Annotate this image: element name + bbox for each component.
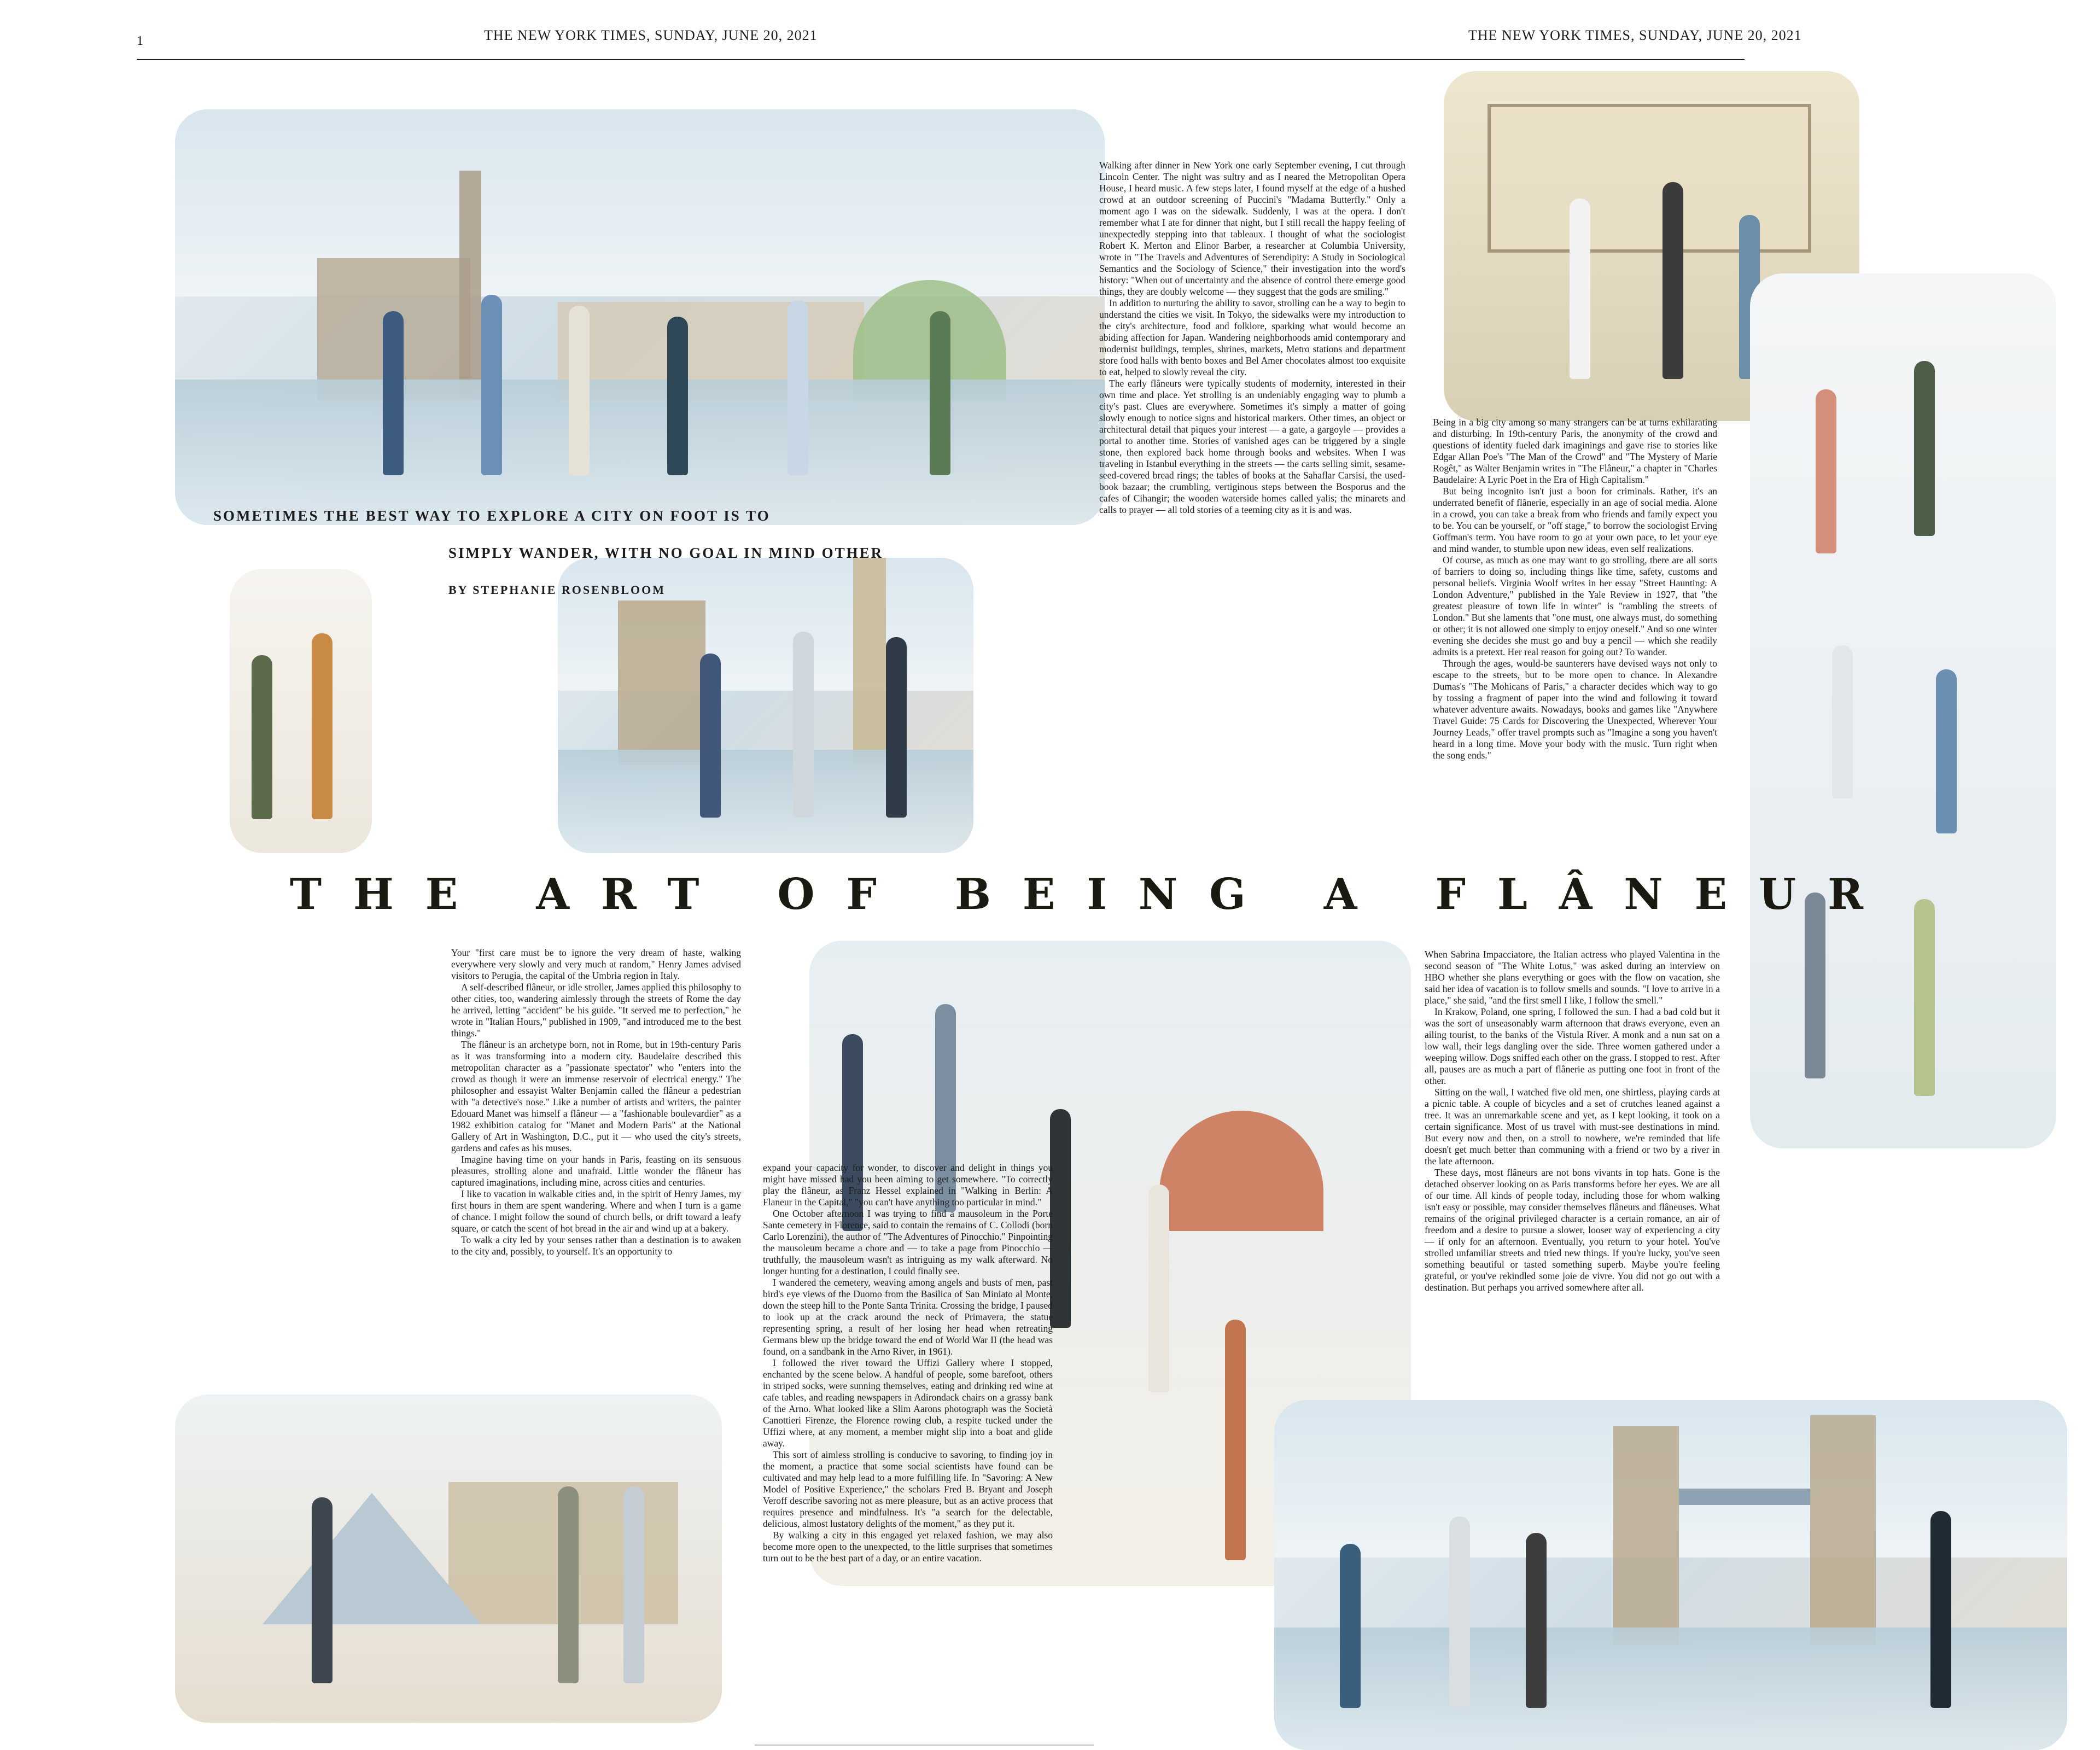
paragraph: In addition to nurturing the ability to savor, strolling can be a way to begin to understand the cities we visit. In Tokyo, the sidewalks were my introduction to the city's architecture, food and folklore, sparking what would become an abiding affection for Japan. Wandering neighborhoods amid contemporary and modernist buildings, temples, shrines, markets, Metro stations and department store food halls with bento boxes and Bel Amer chocolates almost too exquisite to eat, helped to slowly reveal the city. [1099,298,1405,377]
paragraph: I followed the river toward the Uffizi Gallery where I stopped, enchanted by the scene below. A handful of people, some barefoot, others in striped socks, were sunning themselves, eating and drinking red wine at cafe tables, and reading newspapers in Adirondack chairs on a grassy bank of the Arno. What looked like a Slim Aarons photograph was the Società Canottieri Firenze, the Florence rowing club, a respite tucked under the Uffizi where, at any moment, a member might slip into a boat and glide away. [763,1357,1053,1449]
deck-line-1: SOMETIMES THE BEST WAY TO EXPLORE A CITY ON FOOT IS TO [213,508,771,524]
article-column-bottom-left [451,947,741,1257]
headline: THE ART OF BEING A FLÂNEUR [290,870,1895,919]
byline: BY STEPHANIE ROSENBLOOM [448,583,666,597]
paragraph: I wandered the cemetery, weaving among angels and busts of men, past bird's eye views of the Duomo from the Basilica of San Miniato al Monte, down the steep hill to the Ponte Santa Trinita. Crossing the bridge, I paused to look up at the crack around the neck of Primavera, the statue representing spring, a result of her losing her head when retreating Germans blew up the bridge toward the end of World War II (the head was found, on a sandbank in the Arno River, in 1961). [763,1277,1053,1357]
article-column-bottom-center [763,1162,1053,1564]
page-number: 1 [137,34,143,48]
deck-line-2: SIMPLY WANDER, WITH NO GOAL IN MIND OTHER [448,545,884,561]
paragraph: These days, most flâneurs are not bons vivants in top hats. Gone is the detached observer looking on as Paris transforms before her eyes. We are all of our time. All kinds of people today, including those for whom walking isn't easy or possible, may consider themselves flâneurs and flâneuses. What remains of the original privileged character is a certain romance, an air of freedom and a desire to pursue a slower, looser way of experiencing a city — if only for an afternoon. Eventually, you return to your hotel. You've strolled unfamiliar streets and tried new things. If you're lucky, you've seen something beautiful or tasted something superb. Maybe you're feeling grateful, or you've rekindled some joie de vivre. You did not go out with a destination. But perhaps you arrived somewhere after all. [1425,1167,1720,1293]
illustration-louvre-pyramid [175,1395,722,1723]
paragraph: This sort of aimless strolling is conducive to savoring, to finding joy in the moment, a practice that some social scientists have found can be cultivated and may help lead to a more fulfilling life. In "Savoring: A New Model of Positive Experience," the scholars Fred B. Bryant and Joseph Veroff describe savoring not as mere pleasure, but as an active process that requires presence and mindfulness. It's "a search for the delectable, delicious, almost lustatory delights of the moment," as they put it. [763,1449,1053,1529]
paragraph: Being in a big city among so many strangers can be at turns exhilarating and disturbing. In 19th-century Paris, the anonymity of the crowd and questions of identity fueled dark imaginings and gave rise to stories like Edgar Allan Poe's "The Man of the Crowd" and "The Mystery of Marie Rogêt," as Walter Benjamin writes in "The Flâneur," a chapter in "Charles Baudelaire: A Lyric Poet in the Era of High Capitalism." [1433,417,1717,485]
article-column-top-center [1099,160,1405,516]
paragraph: Your "first care must be to ignore the very dream of haste, walking everywhere very slowly and very much at random," Henry James advised visitors to Perugia, the capital of the Umbria region in Italy. [451,947,741,981]
paragraph: The early flâneurs were typically students of modernity, interested in their own time and place. Yet strolling is an undeniably engaging way to plumb a city's past. Clues are everywhere. Sometimes it's simply a matter of going slowly enough to notice signs and historical markers. Other times, an object or architectural detail that piques your interest — a gate, a gargoyle — provides a portal to another time. Stories of vanished ages can be triggered by a single stone, then explored back home through books and websites. When I was traveling in Istanbul everything in the streets — the carts selling simit, sesame-seed-covered bread rings; the tables of books at the Sahaflar Carsisi, the used-book bazaar; the crumbling, vertiginous steps between the Bosporus and the cafes of Cihangir; the wooden waterside homes called yalis; the minarets and calls to prayer — all told stories of a teeming city as it is and was. [1099,378,1405,515]
footer-rule [755,1745,1094,1746]
paragraph: Imagine having time on your hands in Paris, feasting on its sensuous pleasures, strolling alone and unafraid. Little wonder the flâneur has captured imaginations, including mine, across cities and centuries. [451,1154,741,1188]
paragraph: In Krakow, Poland, one spring, I followed the sun. I had a bad cold but it was the sort of unseasonably warm afternoon that draws everyone, even an ailing tourist, to the banks of the Vistula River. A monk and a nun sat on a low wall, their legs dangling over the side. Three women gathered under a weeping willow. Dogs sniffed each other on the grass. I stopped to rest. After all, pauses are as much a part of flânerie as putting one foot in front of the other. [1425,1006,1720,1086]
illustration-paris-notre-dame [175,109,1105,525]
paragraph: I like to vacation in walkable cities and, in the spirit of Henry James, my first hours in them are spent wandering. Where and when I turn is a game of chance. I might follow the sound of church bells, or drift toward a leafy square, or catch the scent of hot bread in the air and wind up at a bakery. [451,1188,741,1234]
article-column-bottom-right [1425,949,1720,1293]
illustration-tower-bridge [1274,1400,2067,1750]
illustration-london-big-ben [558,558,973,853]
paragraph: When Sabrina Impacciatore, the Italian actress who played Valentina in the second season of "The White Lotus," was asked during an interview on HBO whether she plans everything or goes with the flow on vacation, she said her idea of vacation is to follow smells and sounds. "I love to arrive in a place," she said, "and the first smell I like, I follow the smell." [1425,949,1720,1006]
folio-left: THE NEW YORK TIMES, SUNDAY, JUNE 20, 2021 [484,27,818,43]
paragraph: One October afternoon I was trying to find a mausoleum in the Porte Sante cemetery in Florence, said to contain the remains of C. Collodi (born Carlo Lorenzini), the author of "The Adventures of Pinocchio." Pinpointing the mausoleum became a chore and — to take a page from Pinocchio — truthfully, the mausoleum wasn't as intriguing as my walk afterward. No longer hunting for a destination, I could finally see. [763,1208,1053,1276]
paragraph: By walking a city in this engaged yet relaxed fashion, we may also become more open to the unexpected, to the little surprises that sometimes turn out to be the best part of a day, or an entire vacation. [763,1530,1053,1564]
paragraph: But being incognito isn't just a boon for criminals. Rather, it's an underrated benefit of flânerie, especially in an age of social media. Alone in a crowd, you can take a break from who friends and family expect you to be. You can be yourself, or "off stage," to borrow the sociologist Erving Goffman's term. You have room to go at your own pace, to let your eye and mind wander, to stumble upon new ideas, even self realizations. [1433,486,1717,554]
article-column-top-right [1433,417,1717,761]
folio-right: THE NEW YORK TIMES, SUNDAY, JUNE 20, 2021 [1468,27,1802,43]
paragraph: Through the ages, would-be saunterers have devised ways not only to escape to the streets, but to be more open to chance. In Alexandre Dumas's "The Mohicans of Paris," a character decides which way to go by tossing a fragment of paper into the wind and following it toward whatever adventure awaits. Nowadays, books and games like "Anywhere Travel Guide: 75 Cards for Discovering the Unexpected, Wherever Your Journey Leads," offer travel prompts such as "Imagine a song you haven't heard in a long time. Move your body with the music. Turn right when the song ends." [1433,658,1717,761]
paragraph: Walking after dinner in New York one early September evening, I cut through Lincoln Center. The night was sultry and as I neared the Metropolitan Opera House, I heard music. A few steps later, I found myself at the edge of a hushed crowd at an outdoor screening of Puccini's "Madama Butterfly." Only a moment ago I was on the sidewalk. Suddenly, I was at the opera. I don't remember what I ate for dinner that night, but I still recall the happy feeling of unexpectedly stepping into that tableaux. I thought of what the sociologist Robert K. Merton and Elinor Barber, a researcher at Columbia University, wrote in "The Travels and Adventures of Serendipity: A Study in Sociological Semantics and the Sociology of Science," their investigation into the word's history: "When out of uncertainty and the absence of control there emerge good things, they are doubly welcome — they suggest that the gods are smiling." [1099,160,1405,297]
pyramid-shape [262,1493,481,1624]
illustration-left-walkers [230,569,372,853]
paragraph: To walk a city led by your senses rather than a destination is to awaken to the city and, possibly, to yourself. It's an opportunity to [451,1234,741,1257]
paragraph: The flâneur is an archetype born, not in Rome, but in 19th-century Paris as it was transforming into a modern city. Baudelaire described this metropolitan character as a "passionate spectator" who "enters into the crowd as though it were an immense reservoir of electrical energy." The philosopher and essayist Walter Benjamin called the flâneur a pedestrian with "a detective's nose." Like a number of artists and writers, the painter Edouard Manet was himself a flâneur — a "fashionable boulevardier" as a 1982 exhibition catalog for "Manet and Modern Paris" at the National Gallery of Art in Washington, D.C., put it — who used the city's streets, gardens and cafes as his muses. [451,1039,741,1153]
paragraph: A self-described flâneur, or idle stroller, James applied this philosophy to other cities, too, wandering aimlessly through the streets of Rome the day he arrived, letting "accident" be his guide. "It served me to perfection," he wrote in "Italian Hours," published in 1909, "and introduced me to the best things." [451,982,741,1039]
paragraph: Of course, as much as one may want to go strolling, there are all sorts of barriers to doing so, including things like time, safety, customs and personal beliefs. Virginia Woolf writes in her essay "Street Haunting: A London Adventure," published in the Yale Review in 1927, that "the greatest pleasure of town life in winter" is "rambling the streets of London." But she laments that "one must, one always must, do something or other; it is not allowed one simply to enjoy oneself." And so one winter evening she decides she must go and buy a pencil — which she readily admits is a pretext. Her real reason for going out? To wander. [1433,555,1717,657]
illustration-right-walkers [1750,273,2056,1148]
paragraph: expand your capacity for wonder, to discover and delight in things you might have missed had you been aiming to get somewhere. "To correctly play the flâneur, as Franz Hessel explained in "Walking in Berlin: A Flaneur in the Capital," "you can't have anything too particular in mind." [763,1162,1053,1208]
header-rule [137,59,1745,60]
paragraph: Sitting on the wall, I watched five old men, one shirtless, playing cards at a picnic table. A couple of bicycles and a set of crutches leaned against a tree. It was an unremarkable scene and yet, as I kept looking, it took on a certain significance. Most of us travel with must-see destinations in mind. But every now and then, on a stroll to nowhere, we're reminded that life doesn't get much better than communing with a friend or two by a river in the late afternoon. [1425,1087,1720,1166]
